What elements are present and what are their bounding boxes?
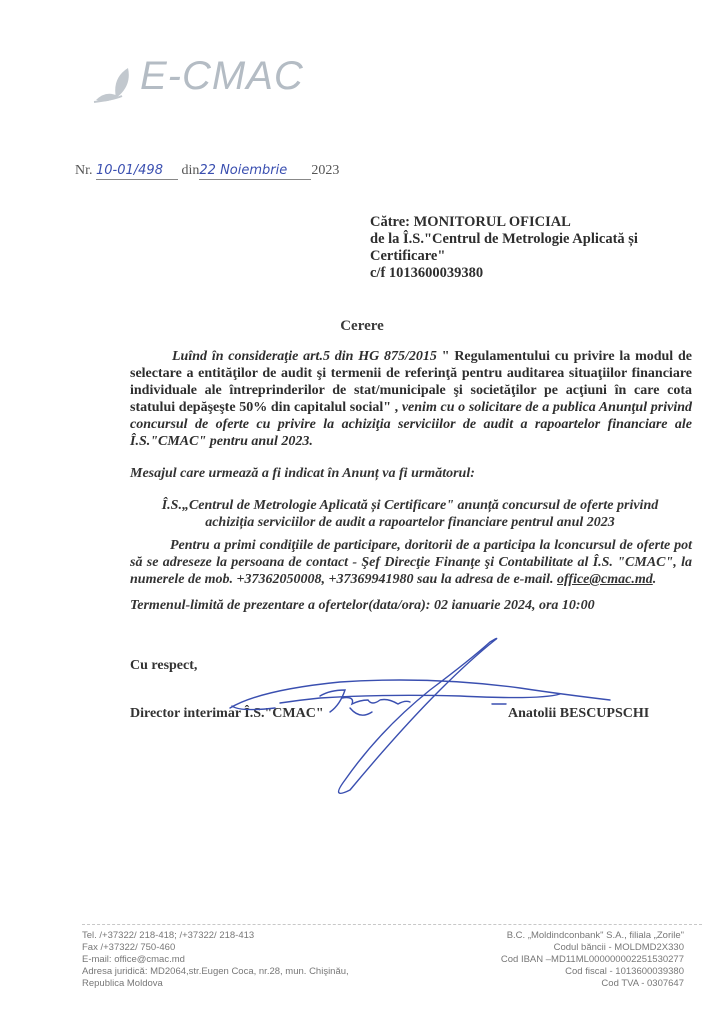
year: 2023: [311, 163, 340, 178]
registration-line: [75, 163, 339, 180]
footer-phone: Tel. /+37322/ 218-418; /+37322/ 218-413: [82, 930, 255, 941]
recipient-block: [370, 214, 638, 282]
leaf-icon: [92, 60, 142, 110]
footer-address: Adresa juridică: MD2064,str.Eugen Coca, nr.28, mun. Chişinău,: [82, 966, 349, 977]
recipient-line-3: Certificare": [370, 248, 446, 264]
p1-intro: Luînd în consideraţie art.5 din HG 875/2015: [172, 349, 437, 364]
company-logo: [92, 52, 312, 112]
nr-label: Nr.: [75, 163, 93, 178]
footer-bank-name: B.C. „Moldindconbank" S.A., filiala „Zorile": [506, 930, 684, 941]
recipient-line-2: de la Î.S."Centrul de Metrologie Aplicată și: [370, 231, 638, 247]
paragraph-1: [130, 348, 692, 450]
email-link[interactable]: office@cmac.md: [557, 572, 653, 587]
date-field: [199, 163, 311, 180]
din-label: din: [181, 163, 200, 178]
p1-request: venim cu o solicitare de a publica Anunţul privind concursul de oferte cu privire la achiziţia serviciilor de audit a rapoartelor financiare ale Î.S."CMAC" pentru anul 2023.: [130, 400, 692, 449]
deadline-text: Termenul-limită de prezentare a ofertelor(data/ora): 02 ianuarie 2024, ora 10:00: [130, 598, 595, 613]
contact-text: Pentru a primi condiţiile de participare, doritorii de a participa la lconcursul de oferte pot să se adreseze la persoana de contact - Şef Direcţie Finanţe şi Contabilitate al Î.S. "CMAC", la numerele de mob. +37362050008, +37369941980 sau la adresa de e-mail.: [130, 538, 692, 587]
date-value: 22 Noiembrie: [199, 163, 288, 178]
footer-fax: Fax /+37322/ 750-460: [82, 942, 176, 953]
paragraph-2: Mesajul care urmează a fi indicat în Anunț va fi următorul:: [130, 466, 475, 481]
footer-bank-code: Codul băncii - MOLDMD2X330: [553, 942, 684, 953]
footer-fiscal-code: Cod fiscal - 1013600039380: [565, 966, 684, 977]
nr-value-field: [96, 163, 178, 180]
footer-bank: [501, 930, 684, 990]
announcement-text: Î.S.„Centrul de Metrologie Aplicată și Certificare" anunță concursul de oferte privind achiziția serviciilor de audit a rapoartelor financiare pentrul anul 2023: [161, 498, 659, 530]
signatory-position: Director interimar Î.S."CMAC": [130, 706, 324, 721]
nr-value: 10-01/498: [96, 163, 163, 178]
footer-iban: Cod IBAN –MD11ML000000002251530277: [500, 954, 684, 965]
period: .: [652, 572, 657, 587]
footer-vat-code: Cod TVA - 0307647: [601, 978, 684, 989]
logo-text: E-CMAC: [140, 54, 304, 98]
footer-divider: [82, 924, 702, 925]
recipient-line-1: Către: MONITORUL OFICIAL: [370, 214, 571, 230]
footer-country: Republica Moldova: [82, 978, 163, 989]
footer-contact: [82, 930, 349, 990]
signatory-name: Anatolii BESCUPSCHI: [508, 706, 650, 721]
footer-email: E-mail: office@cmac.md: [82, 954, 185, 965]
recipient-line-4: c/f 1013600039380: [370, 265, 484, 281]
paragraph-contact: [130, 537, 692, 588]
document-title: Cerere: [340, 318, 384, 334]
closing-respect: Cu respect,: [130, 658, 198, 673]
p1-regulation: " Regulamentului cu privire la modul de selectare a entităţilor de audit şi termenii de referinţă pentru auditarea situaţiilor financiare individuale ale întreprinderilor de stat/municipale şi societăţilor pe acţiuni în care cota statului depăşeşte 50% din capitalul social" ,: [130, 349, 692, 415]
